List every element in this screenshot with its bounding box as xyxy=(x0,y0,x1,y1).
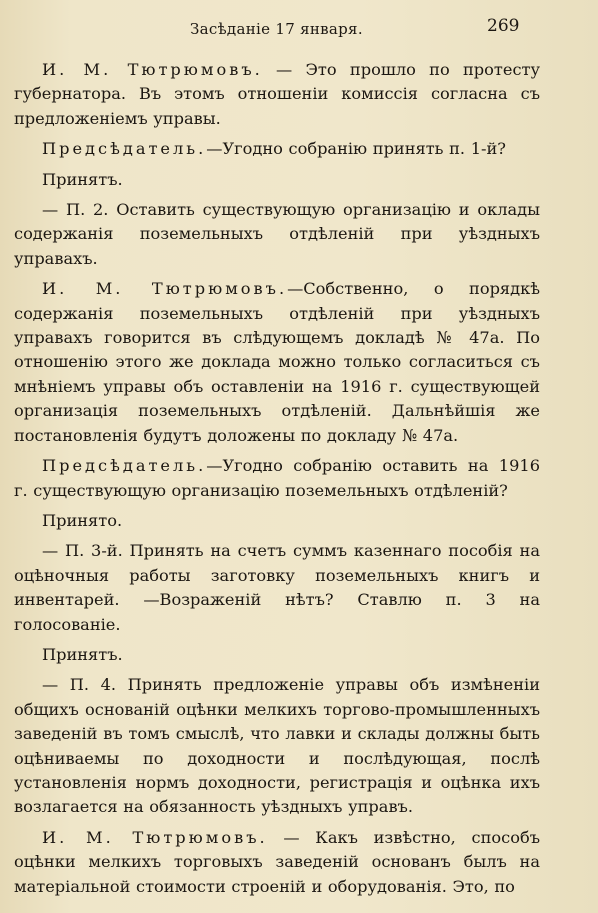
paragraph-text: — П. 4. Принять предложеніе управы объ измѣненіи общихъ основаній оцѣнки мелкихъ торгово-промышленныхъ заведеній въ томъ смыслѣ, что лавки и склады должны быть оцѣниваемы по доходности и послѣдующая, послѣ установленія нормъ доходности, регистрація и оцѣнка ихъ возлагается на обязанность уѣздныхъ управъ. xyxy=(14,675,540,817)
paragraph xyxy=(14,277,540,448)
paragraph xyxy=(14,454,540,503)
paragraph xyxy=(14,168,540,192)
paragraph xyxy=(14,539,540,637)
paragraph xyxy=(14,643,540,667)
paragraph xyxy=(14,826,540,899)
paragraph-text: — П. 2. Оставить существующую организацію и оклады содержанія поземельныхъ отдѣленій при уѣздныхъ управахъ. xyxy=(14,200,540,268)
paragraph-text: Принято. xyxy=(42,510,123,530)
speaker-name: И. М. Тютрюмовъ. xyxy=(42,60,263,79)
paragraph-text: — Какъ извѣстно, способъ оцѣнки мелкихъ торговыхъ заведеній основанъ былъ на матеріальной стоимости строеній и оборудованія. Это, по xyxy=(14,827,540,896)
speaker-name: И. М. Тютрюмовъ. xyxy=(42,279,288,299)
paragraph xyxy=(14,673,540,819)
paragraph-text: Принятъ. xyxy=(42,644,123,664)
paragraph xyxy=(14,509,540,533)
paragraph xyxy=(14,58,540,131)
speaker-name: Предсѣдатель. xyxy=(42,456,207,476)
paragraph-text: — П. 3-й. Принять на счетъ суммъ казеннаго пособія на оцѣночныя работы заготовку поземельныхъ книгъ и инвентарей. —Возраженій нѣтъ? Ставлю п. 3 на голосованіе. xyxy=(14,541,540,634)
page-number: 269 xyxy=(487,16,520,36)
running-header xyxy=(0,14,598,40)
paragraph-text: Принятъ. xyxy=(42,169,123,189)
paragraph-text: —Собственно, о порядкѣ содержанія поземельныхъ отдѣленій при уѣздныхъ управахъ говорится въ слѣдующемъ докладѣ № 47а. По отношенію этого же доклада можно только согласиться съ мнѣніемъ управы объ оставленіи на 1916 г. существующей организація поземельныхъ отдѣленій. Дальнѣйшія же постановленія будутъ доложены по докладу № 47а. xyxy=(14,279,540,445)
paragraph-text: —Угодно собранію оставить на 1916 г. существующую организацію поземельныхъ отдѣленій? xyxy=(14,456,540,500)
paragraph xyxy=(14,198,540,271)
header-title: Засѣданіе 17 января. xyxy=(190,20,363,38)
paragraph-text: — Это прошло по протесту губернатора. Въ этомъ отношеніи комиссія согласна съ предложеніемъ управы. xyxy=(14,60,540,128)
page-body xyxy=(14,58,540,905)
paragraph xyxy=(14,137,540,161)
paragraph-text: —Угодно собранію принять п. 1-й? xyxy=(206,139,506,159)
speaker-name: И. М. Тютрюмовъ. xyxy=(42,827,268,847)
speaker-name: Предсѣдатель. xyxy=(42,139,207,159)
